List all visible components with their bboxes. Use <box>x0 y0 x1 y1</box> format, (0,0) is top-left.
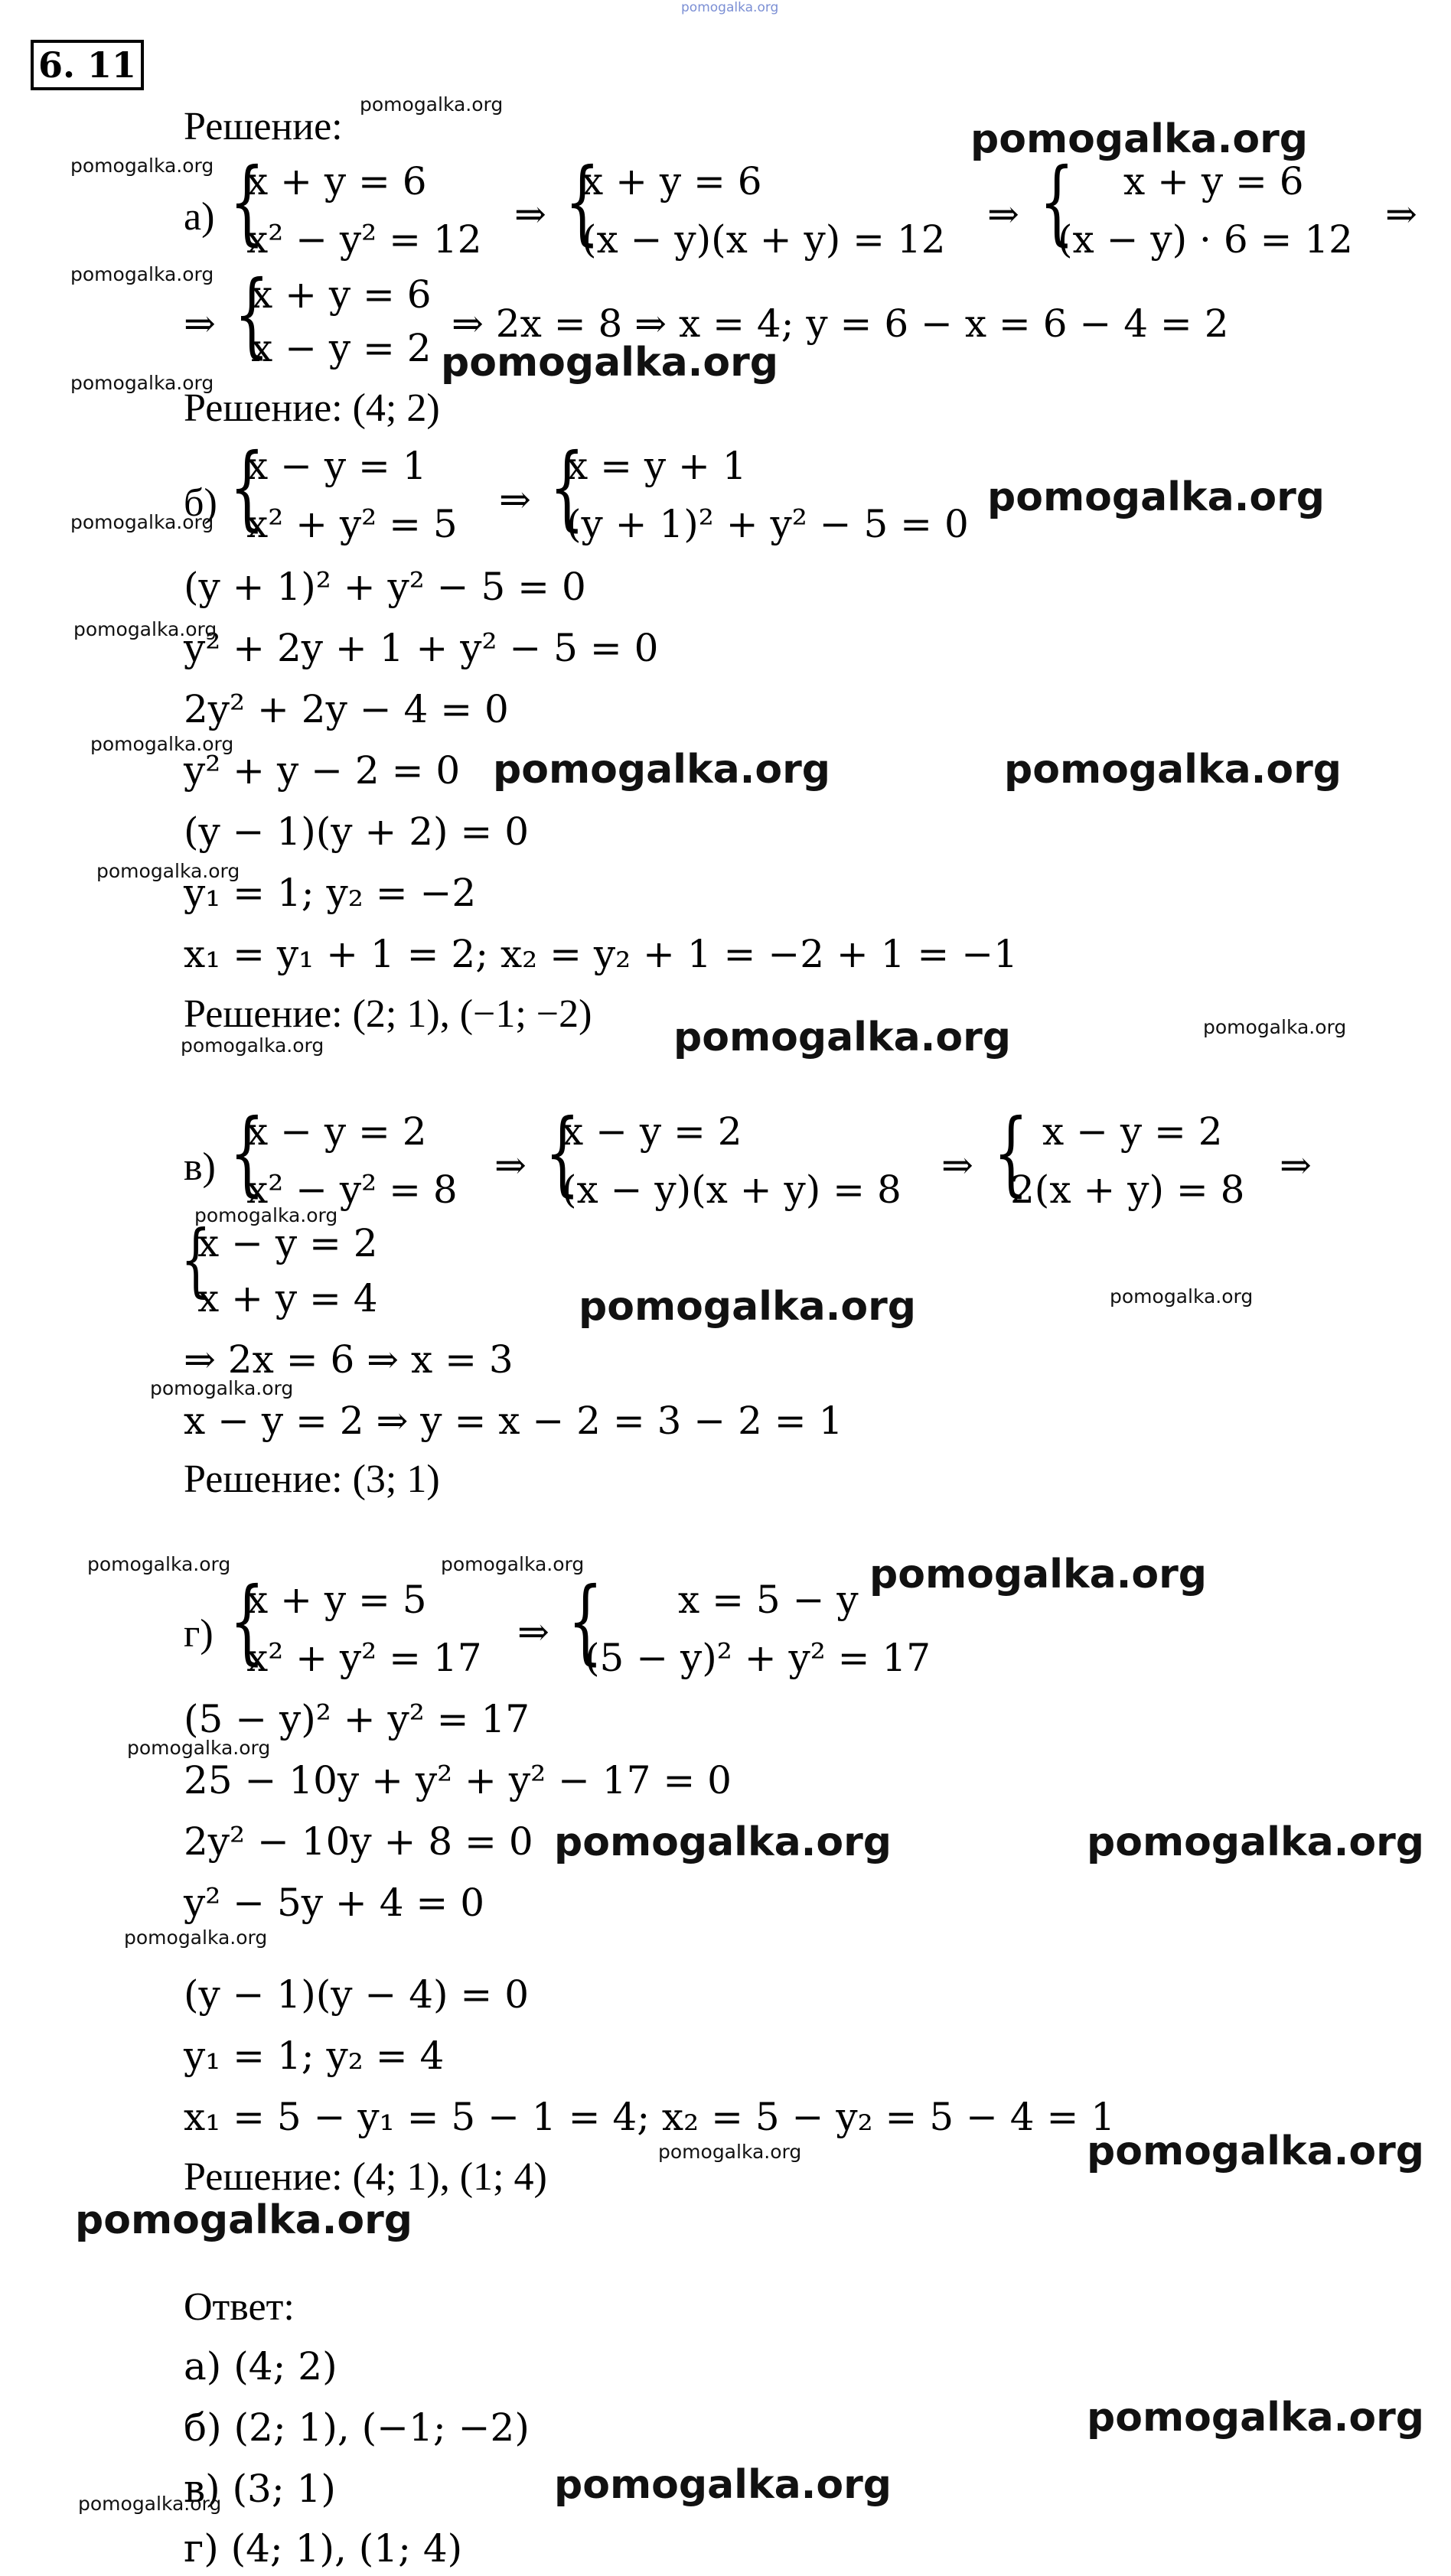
equation: x + y = 6 <box>582 159 762 204</box>
watermark: pomogalka.org <box>70 372 214 394</box>
equation-line: (y − 1)(y + 2) = 0 <box>184 809 530 854</box>
watermark: pomogalka.org <box>181 1034 324 1057</box>
watermark: pomogalka.org <box>970 116 1309 162</box>
part-b-label: б) <box>184 481 217 525</box>
watermark: pomogalka.org <box>869 1552 1208 1597</box>
watermark: pomogalka.org <box>1004 747 1342 793</box>
equation: x = 5 − y <box>678 1578 859 1622</box>
watermark: pomogalka.org <box>194 1204 338 1226</box>
watermark: pomogalka.org <box>1087 2128 1425 2174</box>
equation: x − y = 2 <box>1042 1109 1223 1154</box>
equation: x² − y² = 12 <box>246 217 482 262</box>
equation: x + y = 6 <box>246 159 427 204</box>
implies-symbol: ⇒ <box>1280 1143 1312 1187</box>
equation: x² − y² = 8 <box>246 1168 458 1212</box>
part-g-result: Решение: (4; 1), (1; 4) <box>184 2155 547 2199</box>
equation: (x − y) · 6 = 12 <box>1058 217 1353 262</box>
watermark: pomogalka.org <box>493 747 831 793</box>
brace: { <box>230 149 265 256</box>
part-v-label: в) <box>184 1145 216 1189</box>
answer-line: б) (2; 1), (−1; −2) <box>184 2405 530 2450</box>
watermark: pomogalka.org <box>554 2462 892 2508</box>
equation: x + y = 5 <box>246 1578 427 1622</box>
part-b-result: Решение: (2; 1), (−1; −2) <box>184 992 592 1036</box>
equation: x + y = 4 <box>197 1276 378 1321</box>
watermark: pomogalka.org <box>987 474 1325 520</box>
brace: { <box>181 1213 211 1306</box>
equation: x − y = 2 <box>251 326 432 370</box>
watermark: pomogalka.org <box>673 1014 1012 1060</box>
watermark: pomogalka.org <box>441 1553 585 1575</box>
brace: { <box>545 1100 580 1207</box>
equation-line: 25 − 10y + y² + y² − 17 = 0 <box>184 1758 732 1803</box>
equation: 2(x + y) = 8 <box>1010 1168 1245 1212</box>
equation-line: y₁ = 1; y₂ = −2 <box>184 871 477 915</box>
implies-symbol: ⇒ <box>517 1610 549 1654</box>
equation-line: x₁ = 5 − y₁ = 5 − 1 = 4; x₂ = 5 − y₂ = 5 − 4 = 1 <box>184 2095 1116 2139</box>
equation-line: x₁ = y₁ + 1 = 2; x₂ = y₂ + 1 = −2 + 1 = −1 <box>184 932 1018 976</box>
equation-line: y² + 2y + 1 + y² − 5 = 0 <box>184 626 659 670</box>
watermark: pomogalka.org <box>70 155 214 177</box>
equation-line: ⇒ 2x = 6 ⇒ x = 3 <box>184 1337 514 1382</box>
implies-symbol: ⇒ <box>1385 192 1417 236</box>
equation: (x − y)(x + y) = 8 <box>562 1168 902 1212</box>
brace: { <box>549 435 585 541</box>
watermark: pomogalka.org <box>73 618 217 640</box>
watermark: pomogalka.org <box>150 1377 294 1399</box>
brace: { <box>230 1100 265 1207</box>
problem-number: 6. 11 <box>31 40 144 90</box>
equation-line: (y − 1)(y − 4) = 0 <box>184 1972 530 2017</box>
part-a-result: Решение: (4; 2) <box>184 386 440 430</box>
watermark: pomogalka.org <box>78 2493 222 2515</box>
equation: (5 − y)² + y² = 17 <box>585 1636 931 1680</box>
equation: x + y = 6 <box>1123 159 1304 204</box>
part-a-label: а) <box>184 195 215 239</box>
equation-line: y₁ = 1; y₂ = 4 <box>184 2034 445 2078</box>
brace: { <box>234 262 269 368</box>
brace: { <box>230 435 265 541</box>
watermark: pomogalka.org <box>124 1926 268 1949</box>
watermark: pomogalka.org <box>554 1819 892 1865</box>
watermark-top: pomogalka.org <box>681 0 779 15</box>
watermark: pomogalka.org <box>1087 2395 1425 2441</box>
implies-symbol: ⇒ <box>514 192 546 236</box>
watermark: pomogalka.org <box>90 733 234 755</box>
brace: { <box>568 1568 603 1675</box>
answer-line: г) (4; 1), (1; 4) <box>184 2526 463 2571</box>
brace: { <box>230 1568 265 1675</box>
equation: x² + y² = 17 <box>246 1636 482 1680</box>
brace: { <box>565 149 600 256</box>
watermark: pomogalka.org <box>1110 1285 1254 1308</box>
watermark: pomogalka.org <box>658 2141 802 2163</box>
implies-symbol: ⇒ <box>987 192 1019 236</box>
equation-line: x − y = 2 ⇒ y = x − 2 = 3 − 2 = 1 <box>184 1399 843 1443</box>
watermark: pomogalka.org <box>579 1284 917 1330</box>
watermark: pomogalka.org <box>87 1553 231 1575</box>
implies-symbol: ⇒ <box>184 301 216 346</box>
brace: { <box>993 1100 1029 1207</box>
equation-line: (y + 1)² + y² − 5 = 0 <box>184 565 586 609</box>
equation: x − y = 2 <box>246 1109 427 1154</box>
equation: x + y = 6 <box>251 272 432 317</box>
implies-symbol: ⇒ <box>494 1143 527 1187</box>
equation-line: 2y² + 2y − 4 = 0 <box>184 687 509 731</box>
watermark: pomogalka.org <box>96 860 240 882</box>
watermark: pomogalka.org <box>75 2197 413 2243</box>
watermark: pomogalka.org <box>127 1737 271 1759</box>
watermark: pomogalka.org <box>70 511 214 533</box>
part-v-result: Решение: (3; 1) <box>184 1457 440 1501</box>
answer-line: в) (3; 1) <box>184 2467 336 2511</box>
watermark: pomogalka.org <box>360 93 504 116</box>
equation: (x − y)(x + y) = 12 <box>582 217 946 262</box>
equation-line: 2y² − 10y + 8 = 0 <box>184 1819 533 1864</box>
brace: { <box>1039 149 1074 256</box>
watermark: pomogalka.org <box>70 263 214 285</box>
equation-line: y² + y − 2 = 0 <box>184 748 461 793</box>
equation: x − y = 1 <box>246 444 427 488</box>
equation-line: y² − 5y + 4 = 0 <box>184 1881 485 1925</box>
equation-line: (5 − y)² + y² = 17 <box>184 1697 530 1741</box>
equation: (y + 1)² + y² − 5 = 0 <box>566 502 969 546</box>
equation-chain: ⇒ 2x = 8 ⇒ x = 4; y = 6 − x = 6 − 4 = 2 <box>452 301 1229 346</box>
implies-symbol: ⇒ <box>499 477 531 522</box>
watermark: pomogalka.org <box>1203 1016 1347 1038</box>
solution-heading: Решение: <box>184 105 343 148</box>
equation: x − y = 2 <box>562 1109 742 1154</box>
answer-heading: Ответ: <box>184 2285 295 2329</box>
watermark: pomogalka.org <box>441 340 779 386</box>
equation: x − y = 2 <box>197 1221 378 1265</box>
implies-symbol: ⇒ <box>941 1143 973 1187</box>
watermark: pomogalka.org <box>1087 1819 1425 1865</box>
equation: x² + y² = 5 <box>246 502 458 546</box>
answer-line: а) (4; 2) <box>184 2344 337 2389</box>
equation: x = y + 1 <box>566 444 747 488</box>
part-g-label: г) <box>184 1612 214 1656</box>
